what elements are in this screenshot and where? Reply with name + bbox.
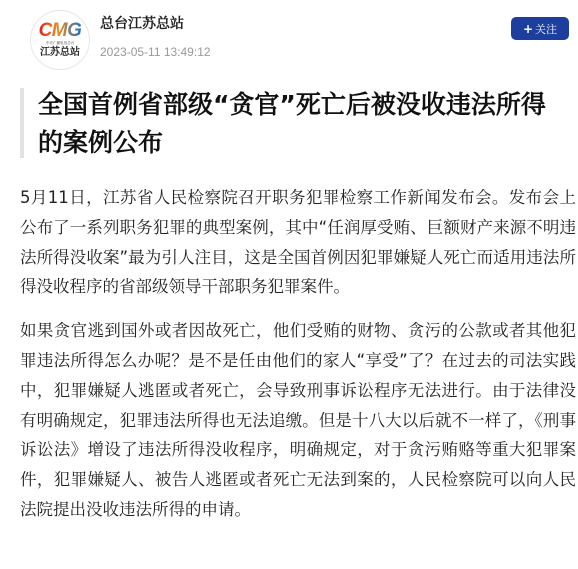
plus-icon: + — [522, 21, 534, 36]
title-accent-bar — [20, 88, 24, 158]
publish-timestamp: 2023-05-11 13:49:12 — [100, 45, 211, 59]
follow-label: 关注 — [535, 22, 558, 36]
follow-button[interactable] — [511, 17, 569, 40]
logo-subtext: 中央广播电视总台 — [45, 39, 75, 45]
logo-text: CMG — [38, 19, 82, 41]
article-header — [0, 0, 578, 72]
cmg-logo[interactable] — [30, 10, 90, 70]
article-title: 全国首例省部级“贪官”死亡后被没收违法所得的案例公布 — [38, 90, 546, 157]
source-name[interactable]: 总台江苏总站 — [100, 16, 184, 32]
article-paragraph: 如果贪官逃到国外或者因故死亡，他们受贿的财物、贪污的公款或者其他犯罪违法所得怎么办呢？是不是任由他们的家人“享受”了？在过去的司法实践中，犯罪嫌疑人逃匿或者死亡，会导致刑事诉讼程序无法进行。由于法律没有明确规定，犯罪违法所得也无法追缴。但是十八大以后就不一样了，《刑事诉讼法》增设了违法所得没收程序，明确规定，对于贪污贿赂等重大犯罪案件，犯罪嫌疑人、被告人逃匿或者死亡无法到案的，人民检察院可以向人民法院提出没收违法所得的申请。 — [20, 321, 576, 519]
article-paragraph: 5月11日，江苏省人民检察院召开职务犯罪检察工作新闻发布会。发布会上公布了一系列职务犯罪的典型案例，其中“任润厚受贿、巨额财产来源不明违法所得没收案”最为引人注目，这是全国首例因犯罪嫌疑人死亡而适用违法所得没收程序的省部级领导干部职务犯罪案件。 — [20, 188, 576, 297]
logo-name: 江苏总站 — [40, 46, 80, 58]
article-body — [20, 183, 576, 525]
